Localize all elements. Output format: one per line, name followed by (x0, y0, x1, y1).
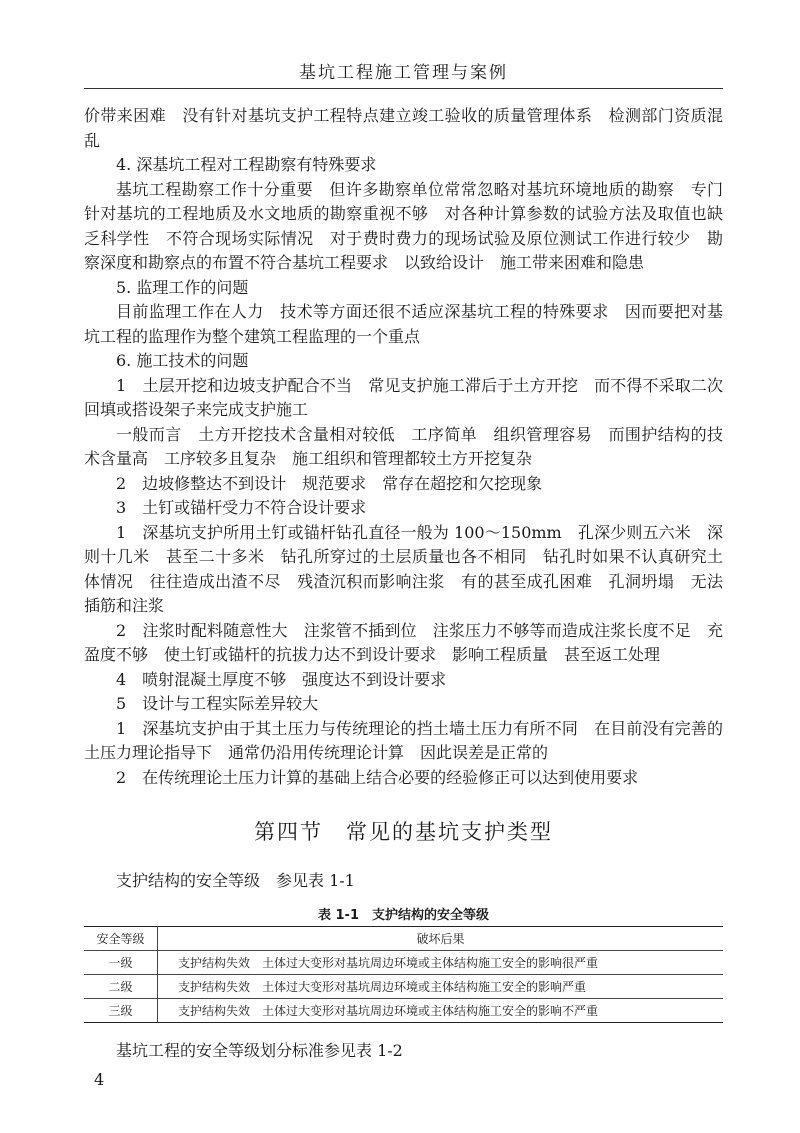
level-cell: 二级 (84, 975, 158, 999)
table-row (84, 951, 723, 975)
paragraph: 3 土钉或锚杆受力不符合设计要求 (116, 498, 367, 517)
table-intro-text: 支护结构的安全等级 参见表 1-1 (116, 871, 355, 890)
paragraph: 价带来困难 没有针对基坑支护工程特点建立竣工验收的质量管理体系 检测部门资质混乱 (84, 106, 723, 150)
consequence-cell: 支护结构失效 土体过大变形对基坑周边环境或主体结构施工安全的影响很严重 (158, 951, 724, 975)
paragraph: 2 在传统理论土压力计算的基础上结合必要的经验修正可以达到使用要求 (116, 767, 639, 787)
level-cell: 一级 (84, 951, 158, 975)
body-text (84, 104, 723, 790)
paragraph: 4 喷射混凝土厚度不够 强度达不到设计要求 (116, 669, 447, 689)
paragraph: 一般而言 土方开挖技术含量相对较低 工序简单 组织管理容易 而围护结构的技术含量高 工序较多且复杂 施工组织和管理都较土方开挖复杂 (84, 424, 723, 468)
paragraph-heading: 4. 深基坑工程对工程勘察有特殊要求 (116, 155, 377, 174)
paragraph: 1 土层开挖和边坡支护配合不当 常见支护施工滞后于土方开挖 而不得不采取二次回填或搭设架子来完成支护施工 (84, 375, 723, 419)
paragraph-heading: 6. 施工技术的问题 (116, 351, 249, 370)
table-row (84, 999, 723, 1023)
paragraph: 2 注浆时配料随意性大 注浆管不插到位 注浆压力不够等而造成注浆长度不足 充盈度不够 使土钉或锚杆的抗拔力达不到设计要求 影响工程质量 甚至返工处理 (84, 620, 723, 664)
consequence-cell: 支护结构失效 土体过大变形对基坑周边环境或主体结构施工安全的影响严重 (158, 975, 724, 999)
paragraph: 1 深基坑支护所用土钉或锚杆钻孔直径一般为 100～150mm 孔深少则五六米 深则十几米 甚至二十多米 钻孔所穿过的土层质量也各不相同 钻孔时如果不认真研究土体情况 往往造成出渣不尽 残渣沉积而影响注浆 有的甚至成孔困难 孔洞坍塌 无法插筋和注浆 (84, 522, 723, 615)
paragraph: 1 深基坑支护由于其土压力与传统理论的挡土墙土压力有所不同 在目前没有完善的土压力理论指导下 通常仍沿用传统理论计算 因此误差是正常的 (84, 718, 723, 762)
section-title: 第四节 常见的基坑支护类型 (254, 820, 553, 844)
closing-text: 基坑工程的安全等级划分标准参见表 1-2 (116, 1041, 403, 1060)
paragraph: 5 设计与工程实际差异较大 (116, 694, 319, 713)
level-cell: 三级 (84, 999, 158, 1023)
table-header-row (84, 927, 723, 951)
running-head-title: 基坑工程施工管理与案例 (299, 63, 508, 83)
paragraph: 基坑工程勘察工作十分重要 但许多勘察单位常常忽略对基坑环境地质的勘察 专门针对基坑的工程地质及水文地质的勘察重视不够 对各种计算参数的试验方法及取值也缺乏科学性 不符合现场实际情况 对于费时费力的现场试验及原位测试工作进行较少 勘察深度和勘察点的布置不符合基坑工程要求 以致给设计 施工带来困难和隐患 (84, 179, 723, 272)
page-number: 4 (94, 1070, 105, 1089)
paragraph: 2 边坡修整达不到设计 规范要求 常存在超挖和欠挖现象 (116, 473, 543, 493)
paragraph-heading: 5. 监理工作的问题 (116, 277, 249, 297)
table-caption: 表 1-1 支护结构的安全等级 (317, 908, 489, 923)
column-header-level: 安全等级 (84, 927, 158, 951)
header-divider (84, 88, 723, 89)
consequence-cell: 支护结构失效 土体过大变形对基坑周边环境或主体结构施工安全的影响不严重 (158, 999, 724, 1023)
paragraph: 目前监理工作在人力 技术等方面还很不适应深基坑工程的特殊要求 因而要把对基坑工程的监理作为整个建筑工程监理的一个重点 (84, 302, 723, 346)
safety-level-table (84, 926, 723, 1023)
column-header-consequence: 破坏后果 (158, 927, 724, 951)
table-row (84, 975, 723, 999)
